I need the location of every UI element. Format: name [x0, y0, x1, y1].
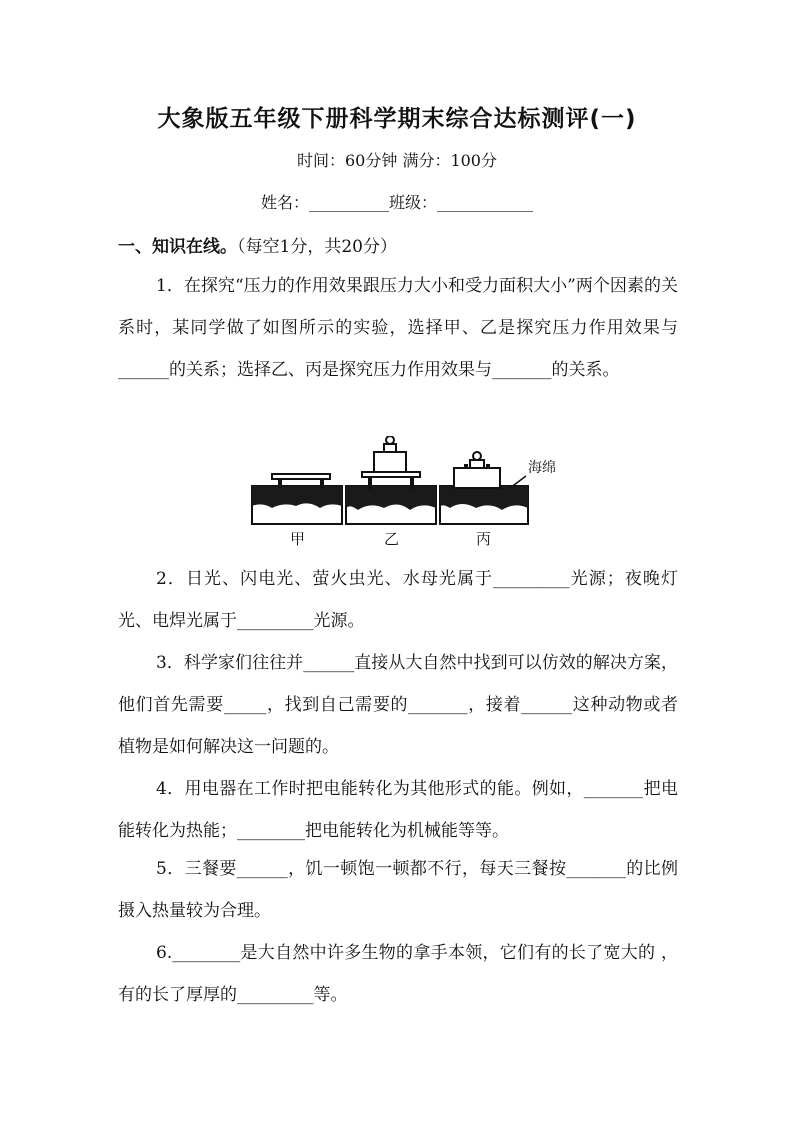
question-4-text: 4．用电器在工作时把电能转化为其他形式的能。例如，_______把电能转化为热能；________把电能转化为机械能等等。 [118, 779, 678, 841]
label-jia: 甲 [290, 530, 306, 548]
question-1 [118, 265, 678, 391]
section-heading-text: 一、知识在线。 [118, 237, 237, 257]
question-4 [118, 768, 678, 852]
pressure-experiment-figure [250, 436, 570, 552]
question-6 [118, 932, 678, 1016]
question-5 [118, 848, 678, 932]
question-3-text: 3．科学家们往往并______直接从大自然中找到可以仿效的解决方案，他们首先需要_____，找到自己需要的_______，接着______这种动物或者植物是如何解决这一问题的。 [118, 653, 678, 757]
sponge-label: 海绵 [528, 460, 556, 476]
question-5-text: 5．三餐要______，饥一顿饱一顿都不行，每天三餐按_______的比例摄入热量较为合理。 [118, 859, 678, 921]
label-bing: 丙 [476, 530, 492, 548]
experiment-yi [346, 436, 436, 524]
page-title: 大象版五年级下册科学期末综合达标测评(一) [157, 106, 637, 132]
question-2 [118, 558, 678, 642]
section-heading [118, 232, 397, 257]
experiment-jia [252, 474, 342, 524]
section-score-note: （每空1分，共20分） [237, 237, 397, 257]
exam-time-info: 时间：60分钟 满分：100分 [297, 151, 497, 170]
label-yi: 乙 [384, 530, 400, 548]
experiment-bing [440, 452, 528, 524]
name-class-line: 姓名：__________班级：____________ [260, 193, 533, 212]
question-2-text: 2．日光、闪电光、萤火虫光、水母光属于_________光源；夜晚灯光、电焊光属于_________光源。 [118, 569, 678, 631]
question-3 [118, 642, 678, 768]
question-1-text: 1．在探究“压力的作用效果跟压力大小和受力面积大小”两个因素的关系时，某同学做了如图所示的实验，选择甲、乙是探究压力作用效果与______的关系；选择乙、丙是探究压力作用效果与_______的关系。 [118, 276, 678, 380]
question-6-text: 6.________是大自然中许多生物的拿手本领，它们有的长了宽大的 ，有的长了厚厚的_________等。 [118, 943, 678, 1005]
